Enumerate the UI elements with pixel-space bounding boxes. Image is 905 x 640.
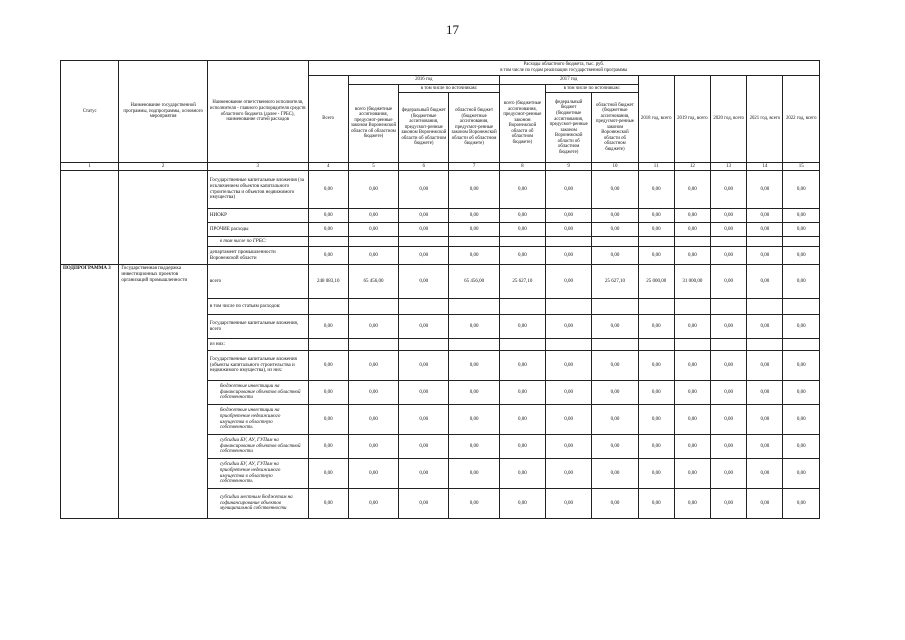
value-cell: 25 627,10 [592,265,638,299]
empty-cell [308,299,348,315]
value-cell: 0,00 [674,351,710,381]
empty-cell [399,299,449,315]
value-cell: 0,00 [399,315,449,339]
value-cell: 0,00 [308,435,348,459]
value-cell: 0,00 [711,171,747,209]
value-cell: 65 456,00 [348,265,398,299]
value-cell: 0,00 [546,315,592,339]
value-cell: 0,00 [674,315,710,339]
value-cell: 0,00 [399,247,449,265]
value-cell: 0,00 [348,435,398,459]
value-cell: 0,00 [546,459,592,489]
empty-cell [499,299,545,315]
value-cell: 0,00 [449,351,499,381]
value-cell: 0,00 [783,265,820,299]
value-cell: 0,00 [783,381,820,405]
row-label: бюджетные инвестиции на приобретение недвижимого имущества в областную собственность [207,405,308,435]
value-cell: 0,00 [546,435,592,459]
value-cell: 0,00 [546,265,592,299]
value-cell: 0,00 [348,351,398,381]
value-cell: 0,00 [783,209,820,223]
value-cell: 0,00 [399,265,449,299]
value-cell: 0,00 [638,435,674,459]
header-executor: Наименование ответственного исполнителя, исполнителя - главного распорядителя средств областного бюджета (далее - ГРБС), наименование статей расходов [207,61,308,163]
value-cell: 0,00 [783,351,820,381]
value-cell: 0,00 [711,405,747,435]
column-number: 3 [207,163,308,171]
header-2017: 2017 год [499,76,638,85]
value-cell: 0,00 [674,209,710,223]
value-cell: 0,00 [399,171,449,209]
value-cell: 0,00 [711,435,747,459]
header-status: Статус [61,61,119,163]
value-cell: 0,00 [308,459,348,489]
value-cell: 0,00 [638,209,674,223]
value-cell: 0,00 [399,459,449,489]
empty-cell [783,237,820,247]
empty-cell [308,339,348,351]
value-cell: 0,00 [747,265,783,299]
value-cell: 0,00 [747,247,783,265]
value-cell: 0,00 [638,223,674,237]
empty-cell [592,299,638,315]
value-cell: 0,00 [711,351,747,381]
value-cell: 0,00 [747,459,783,489]
header-2019: 2019 год, всего [674,76,710,163]
value-cell: 0,00 [592,209,638,223]
value-cell: 31 000,00 [674,265,710,299]
value-cell: 65 456,00 [449,265,499,299]
value-cell: 0,00 [449,315,499,339]
value-cell: 0,00 [546,351,592,381]
value-cell: 0,00 [308,489,348,519]
header-2016-sources: в том числе по источникам: [399,84,500,93]
column-number: 8 [499,163,545,171]
value-cell: 0,00 [308,351,348,381]
value-cell: 0,00 [638,381,674,405]
value-cell: 0,00 [674,405,710,435]
value-cell: 0,00 [783,489,820,519]
value-cell: 0,00 [783,315,820,339]
value-cell: 0,00 [711,489,747,519]
empty-cell [449,237,499,247]
empty-cell [711,299,747,315]
value-cell: 0,00 [499,459,545,489]
value-cell: 0,00 [592,381,638,405]
empty-cell [638,299,674,315]
value-cell: 0,00 [449,459,499,489]
value-cell: 0,00 [592,223,638,237]
column-number: 10 [592,163,638,171]
value-cell: 0,00 [499,381,545,405]
value-cell: 0,00 [711,315,747,339]
empty-cell [638,237,674,247]
column-number: 2 [119,163,208,171]
value-cell: 0,00 [499,209,545,223]
column-number: 5 [348,163,398,171]
value-cell: 0,00 [674,381,710,405]
value-cell: 0,00 [499,435,545,459]
value-cell: 0,00 [747,209,783,223]
empty-cell [546,299,592,315]
value-cell: 0,00 [499,405,545,435]
header-total: Всего [308,76,348,163]
value-cell: 0,00 [592,459,638,489]
value-cell: 0,00 [747,405,783,435]
empty-cell [499,237,545,247]
table-row [61,265,820,299]
value-cell: 0,00 [546,247,592,265]
status-cell-empty [61,171,119,265]
value-cell: 0,00 [499,247,545,265]
value-cell: 0,00 [592,405,638,435]
value-cell: 0,00 [592,247,638,265]
row-label: субсидии БУ, АУ, ГУПам на приобретение недвижимого имущества в областную собственность [207,459,308,489]
row-label: Государственные капитальные вложения, всего [207,315,308,339]
row-label: субсидии БУ, АУ, ГУПам на финансирование объектов областной собственности [207,435,308,459]
value-cell: 0,00 [308,209,348,223]
row-label: субсидии местным бюджетам на софинансирование объектов муниципальной собственности [207,489,308,519]
column-number: 11 [638,163,674,171]
value-cell: 0,00 [546,489,592,519]
value-cell: 0,00 [399,405,449,435]
empty-cell [747,237,783,247]
value-cell: 0,00 [399,381,449,405]
value-cell: 0,00 [499,171,545,209]
column-number: 14 [747,163,783,171]
value-cell: 0,00 [592,489,638,519]
empty-cell [348,299,398,315]
value-cell: 0,00 [674,459,710,489]
value-cell: 0,00 [711,247,747,265]
value-cell: 0,00 [399,209,449,223]
empty-cell [674,299,710,315]
value-cell: 0,00 [711,459,747,489]
empty-cell [783,299,820,315]
value-cell: 0,00 [348,315,398,339]
subprogram-status: ПОДПРОГРАММА 3 [61,265,119,519]
value-cell: 0,00 [638,315,674,339]
column-number: 6 [399,163,449,171]
header-by-years: в том числе по годам реализации государственной программы [500,68,628,73]
header-expenses-title [308,61,819,76]
row-label: в том числе по ГРБС: [207,237,308,247]
empty-cell [449,339,499,351]
header-2017-regional: областной бюджет (бюджетные ассигнования, предусмот-ренные законом Воронежской области об областном бюджете) [592,93,638,163]
value-cell: 0,00 [674,247,710,265]
empty-cell [638,339,674,351]
value-cell: 0,00 [674,489,710,519]
value-cell: 0,00 [747,489,783,519]
column-number: 15 [783,163,820,171]
value-cell: 0,00 [308,405,348,435]
value-cell: 0,00 [499,223,545,237]
value-cell: 0,00 [747,381,783,405]
empty-cell [399,237,449,247]
value-cell: 0,00 [348,489,398,519]
empty-cell [546,237,592,247]
value-cell: 0,00 [449,247,499,265]
value-cell: 25 000,00 [638,265,674,299]
empty-cell [449,299,499,315]
value-cell: 0,00 [592,351,638,381]
empty-cell [711,237,747,247]
value-cell: 0,00 [638,247,674,265]
empty-cell [499,339,545,351]
empty-cell [592,339,638,351]
value-cell: 0,00 [449,435,499,459]
value-cell: 0,00 [308,315,348,339]
value-cell: 0,00 [499,489,545,519]
value-cell: 0,00 [348,223,398,237]
header-2021: 2021 год, всего [747,76,783,163]
empty-cell [674,237,710,247]
value-cell: 0,00 [399,435,449,459]
value-cell: 0,00 [747,223,783,237]
value-cell: 0,00 [499,315,545,339]
header-2016: 2016 год [348,76,499,85]
value-cell: 248 083,10 [308,265,348,299]
value-cell: 0,00 [546,381,592,405]
value-cell: 0,00 [499,351,545,381]
empty-cell [711,339,747,351]
value-cell: 0,00 [711,223,747,237]
column-number: 9 [546,163,592,171]
value-cell: 0,00 [592,435,638,459]
value-cell: 0,00 [638,459,674,489]
value-cell: 0,00 [638,351,674,381]
program-cell-empty [119,171,208,265]
value-cell: 0,00 [592,171,638,209]
value-cell: 0,00 [348,405,398,435]
value-cell: 0,00 [308,381,348,405]
value-cell: 0,00 [308,247,348,265]
header-2017-federal: федеральный бюджет (бюджетные ассигнования, предусмот-ренные законом Воронежской области об областном бюджете) [546,93,592,163]
row-label: департамент промышленности Воронежской области [207,247,308,265]
row-label: всего [207,265,308,299]
budget-table [60,60,820,519]
column-number: 13 [711,163,747,171]
value-cell: 0,00 [747,315,783,339]
row-label: Государственные капитальные вложения (объекты капитального строительства и недвижимого имущества), из них: [207,351,308,381]
value-cell: 0,00 [546,209,592,223]
column-number: 12 [674,163,710,171]
empty-cell [348,339,398,351]
value-cell: 0,00 [783,247,820,265]
row-label: из них: [207,339,308,351]
empty-cell [308,237,348,247]
row-label: в том числе по статьям расходов: [207,299,308,315]
subprogram-name: Государственная поддержка инвестиционных проектов организаций промышленности [119,265,208,519]
column-number: 1 [61,163,119,171]
column-number: 4 [308,163,348,171]
header-2017-all: всего (бюджетные ассигнования, предусмот-ренные законом Воронежской области об областном бюджете) [499,84,545,163]
value-cell: 0,00 [399,351,449,381]
value-cell: 0,00 [348,209,398,223]
value-cell: 0,00 [783,223,820,237]
header-2022: 2022 год, всего [783,76,820,163]
value-cell: 0,00 [399,489,449,519]
value-cell: 0,00 [783,435,820,459]
value-cell: 0,00 [783,405,820,435]
value-cell: 0,00 [449,381,499,405]
header-2020: 2020 год, всего [711,76,747,163]
value-cell: 0,00 [348,459,398,489]
header-2017-sources: в том числе по источникам: [546,84,639,93]
empty-cell [747,339,783,351]
value-cell: 0,00 [783,459,820,489]
value-cell: 0,00 [399,223,449,237]
value-cell: 25 627,10 [499,265,545,299]
value-cell: 0,00 [308,223,348,237]
value-cell: 0,00 [783,171,820,209]
value-cell: 0,00 [674,171,710,209]
empty-cell [592,237,638,247]
value-cell: 0,00 [747,171,783,209]
value-cell: 0,00 [449,405,499,435]
value-cell: 0,00 [449,223,499,237]
value-cell: 0,00 [674,223,710,237]
empty-cell [348,237,398,247]
header-2018: 2018 год, всего [638,76,674,163]
empty-cell [674,339,710,351]
value-cell: 0,00 [546,405,592,435]
value-cell: 0,00 [308,171,348,209]
value-cell: 0,00 [747,351,783,381]
value-cell: 0,00 [348,171,398,209]
empty-cell [783,339,820,351]
value-cell: 0,00 [711,265,747,299]
value-cell: 0,00 [711,381,747,405]
empty-cell [546,339,592,351]
column-number: 7 [449,163,499,171]
value-cell: 0,00 [711,209,747,223]
value-cell: 0,00 [348,247,398,265]
column-number-row [61,163,820,171]
value-cell: 0,00 [348,381,398,405]
header-2016-regional: областной бюджет (бюджетные ассигнования, предусмот-ренные законом Воронежской области об областном бюджете) [449,93,499,163]
header-2016-federal: федеральный бюджет (бюджетные ассигнования, предусмот-ренные законом Воронежской области об областном бюджете) [399,93,449,163]
value-cell: 0,00 [546,223,592,237]
value-cell: 0,00 [638,171,674,209]
header-expenses-title-text: Расходы областного бюджета, тыс. руб. [523,62,605,68]
value-cell: 0,00 [747,435,783,459]
page-number: 17 [446,22,459,37]
value-cell: 0,00 [638,405,674,435]
row-label: Государственные капитальные вложения (за исключением объектов капитального строительства и объектов недвижимого имущества) [207,171,308,209]
value-cell: 0,00 [546,171,592,209]
value-cell: 0,00 [638,489,674,519]
header-2016-all: всего (бюджетные ассигнования, предусмот-ренные законом Воронежской области об областном бюджете) [348,84,398,163]
empty-cell [747,299,783,315]
row-label: ПРОЧИЕ расходы [207,223,308,237]
value-cell: 0,00 [449,209,499,223]
empty-cell [399,339,449,351]
row-label: бюджетные инвестиции на финансирование объектов областной собственности [207,381,308,405]
row-label: НИОКР [207,209,308,223]
value-cell: 0,00 [449,171,499,209]
value-cell: 0,00 [592,315,638,339]
table-row [61,171,820,209]
value-cell: 0,00 [674,435,710,459]
header-program-name: Наименование государственной программы, подпрограммы, основного мероприятия [119,61,208,163]
value-cell: 0,00 [449,489,499,519]
